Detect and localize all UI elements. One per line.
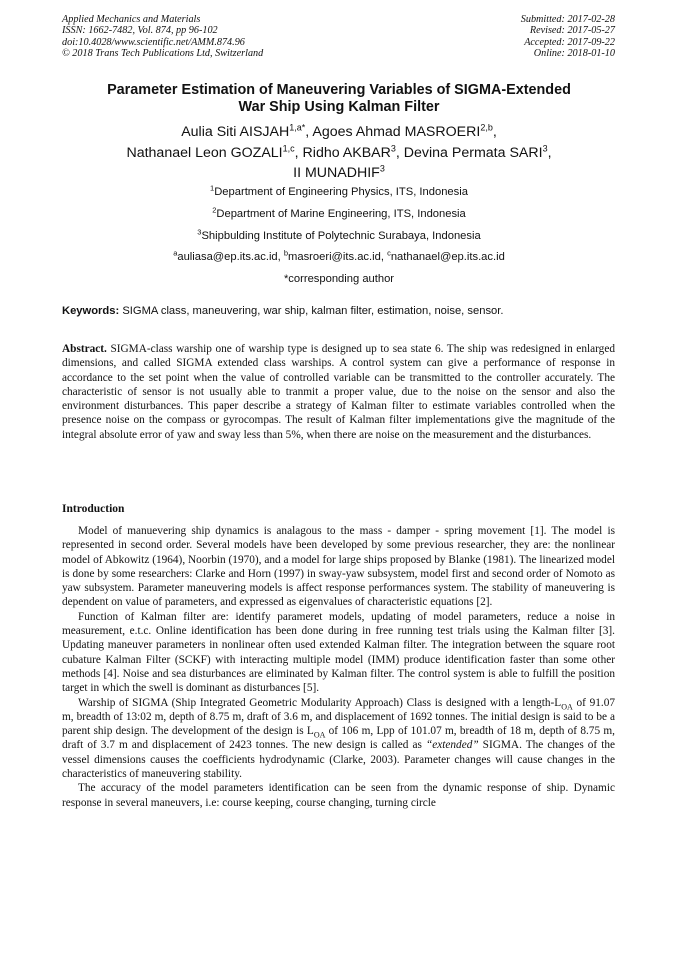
- author-line-3: [70, 163, 608, 184]
- subscript: OA: [313, 730, 326, 740]
- journal-name: Applied Mechanics and Materials: [62, 14, 201, 25]
- text-run: of 106 m, Lpp of 101.07 m, breadth of 18 m, depth of 8.75 m, draft of 3.7 m and displacement of 2423 tonnes. The new design is called as: [62, 725, 615, 752]
- affiliation-3: [60, 229, 618, 243]
- affiliation-1: [60, 185, 618, 199]
- keywords: [62, 304, 618, 318]
- affiliation-text: Department of Engineering Physics, ITS, Indonesia: [214, 186, 468, 198]
- section-heading-introduction: Introduction: [62, 503, 125, 515]
- keywords-label: Keywords:: [62, 305, 120, 317]
- title-line-2: War Ship Using Kalman Filter: [238, 99, 440, 115]
- affiliation-sup: 1: [210, 183, 215, 193]
- author-sup: 1,a*: [289, 122, 306, 133]
- author-name: Ridho AKBAR: [302, 144, 391, 161]
- introduction-body: [62, 524, 615, 810]
- author-sup: 3: [390, 142, 396, 153]
- email-b[interactable]: masroeri@its.ac.id: [288, 251, 381, 263]
- email-sup: a: [173, 248, 178, 258]
- text-run: Warship of SIGMA (Ship Integrated Geometric Modularity Approach) Class is designed with a length-L: [78, 696, 562, 709]
- doi-line[interactable]: doi:10.4028/www.scientific.net/AMM.874.96: [62, 36, 245, 48]
- author-sup: 3: [542, 142, 548, 153]
- accepted-date: Accepted: 2017-09-22: [524, 36, 615, 48]
- affiliation-text: Shipbulding Institute of Polytechnic Surabaya, Indonesia: [201, 230, 481, 242]
- abstract: [62, 342, 615, 442]
- author-name: II MUNADHIF: [293, 165, 380, 181]
- text-run: of 91.07 m, breadth of 13:02 m, depth of 8.75 m, draft of 3.6 m, and displacement of 1692 tonnes. The initial design is said to be a parent ship design. The development of the design is L: [62, 696, 615, 738]
- affiliation-text: Department of Marine Engineering, ITS, Indonesia: [216, 208, 466, 220]
- dates-meta: [521, 14, 615, 59]
- title-line-1: Parameter Estimation of Maneuvering Variables of SIGMA-Extended: [107, 82, 571, 98]
- email-a[interactable]: auliasa@ep.its.ac.id: [177, 251, 278, 263]
- author-sup: 3: [379, 163, 385, 174]
- author-sup: 1,c: [282, 142, 295, 153]
- author-list: [70, 122, 608, 184]
- abstract-label: Abstract.: [62, 343, 107, 355]
- submitted-date: Submitted: 2017-02-28: [520, 14, 615, 25]
- online-date: Online: 2018-01-10: [533, 47, 615, 59]
- corresponding-note: *corresponding author: [283, 273, 395, 285]
- author-line-1: Aulia Siti $AISJAH^{1,a*}$, Agoes Ahmad MASROERI$^{2,b}$,: [181, 122, 497, 140]
- email-c[interactable]: nathanael@ep.its.ac.id: [390, 251, 505, 263]
- paragraph: Model of manuevering ship dynamics is analagous to the mass - damper - spring movement [1]. The model is represented in second order. Several models have been developed by some previous researcher, they are: the nonlinear model of Abkowitz (1964), Noorbin (1970), and a model for large ships proposed by Blanke (1981). The linearized model is done by some researchers: Clarke and Horn (1997) in sway-yaw subsystem, model first and second order of Nomoto as yaw subsystem. Parameter maneuvering models is affect response performances system. The stability of maneuvering is dependent on value of parameters, and expressed as eigenvalues of characteristic equations [2].: [62, 525, 615, 609]
- email-sup: b: [283, 248, 289, 258]
- email-line: $^a$auliasa@ep.its.ac.id, $^b$masroeri@its.ac.id, $^c$nathanael@ep.its.ac.id: [173, 248, 505, 263]
- author-sup: 2,b: [480, 122, 493, 133]
- affiliation-sup: 2: [212, 205, 217, 215]
- author-name: Agoes Ahmad MASROERI: [312, 124, 481, 140]
- affiliation-2: [60, 207, 618, 221]
- paper-title: [70, 82, 608, 116]
- subscript: OA: [561, 701, 573, 711]
- issn-line: ISSN: 1662-7482, Vol. 874, pp 96-102: [62, 25, 218, 37]
- keywords-text: SIGMA class, maneuvering, war ship, kalman filter, estimation, noise, sensor.: [122, 305, 504, 317]
- paragraph: Function of Kalman filter are: identify parameret models, updating of model parameters, reduce a noise in measurement, e.t.c. Online identification has been done during in free running test trials using the Kalman filter [3]. Updating maneuver parameters in nonlinear often used extended Kalman filter. The integration between the square root cubature Kalman Filter (SCKF) with interacting multiple model (IMM) produce identification faster than some other methods [4]. Noise and sea disturbances are eliminated by Kalman filter. The control system is able to fulfill the position target in which the swell is dominant as disturbances [5].: [62, 610, 615, 695]
- italic-run: “extended”: [425, 739, 479, 752]
- journal-meta: [62, 14, 263, 59]
- text-run: SIGMA. The changes of the vessel dimensions causes the coefficients hydrodynamic (Clarke, 2003). Parameter changes will cause changes in the characteristics of maneuvering stability.: [62, 739, 615, 781]
- author-line-2: Nathanael Leon GOZALI$^{1,c}$, Ridho AKBAR$^3$, Devina Permata SARI$^3$,: [126, 142, 552, 161]
- paragraph: The accuracy of the model parameters identification can be seen from the dynamic response of ship. Dynamic response in several maneuvers, i.e: course keeping, course changing, turning circle: [62, 782, 615, 809]
- email-sup: c: [387, 248, 391, 258]
- revised-date: Revised: 2017-05-27: [529, 25, 615, 37]
- author-name: Aulia Siti AISJAH: [181, 124, 290, 140]
- affiliation-sup: 3: [197, 227, 202, 237]
- paragraph: [62, 696, 615, 782]
- copyright-line: © 2018 Trans Tech Publications Ltd, Switzerland: [62, 47, 264, 59]
- author-name: Nathanael Leon GOZALI: [126, 144, 283, 161]
- abstract-text: SIGMA-class warship one of warship type is designed up to sea state 6. The ship was redesigned in enlarged dimensions, and called SIGMA extended class warships. A control system can give a performance of response in accordance to the set point when the value of controlled variable can be transmitted to the controller accurately. The characteristic of sensor is not usually able to tranmit a proper value, due to the noise on the sensor and also the environment disturbances. This paper describe a strategy of Kalman filter to estimate variables controlled when the presence noise on the compass or gyrocompas. The result of Kalman filter implementations give the magnitude of the integral absolute error of yaw and sway less than 5%, when there are noise on the measurement and the disturbances.: [62, 343, 615, 441]
- author-name: Devina Permata SARI: [403, 144, 543, 161]
